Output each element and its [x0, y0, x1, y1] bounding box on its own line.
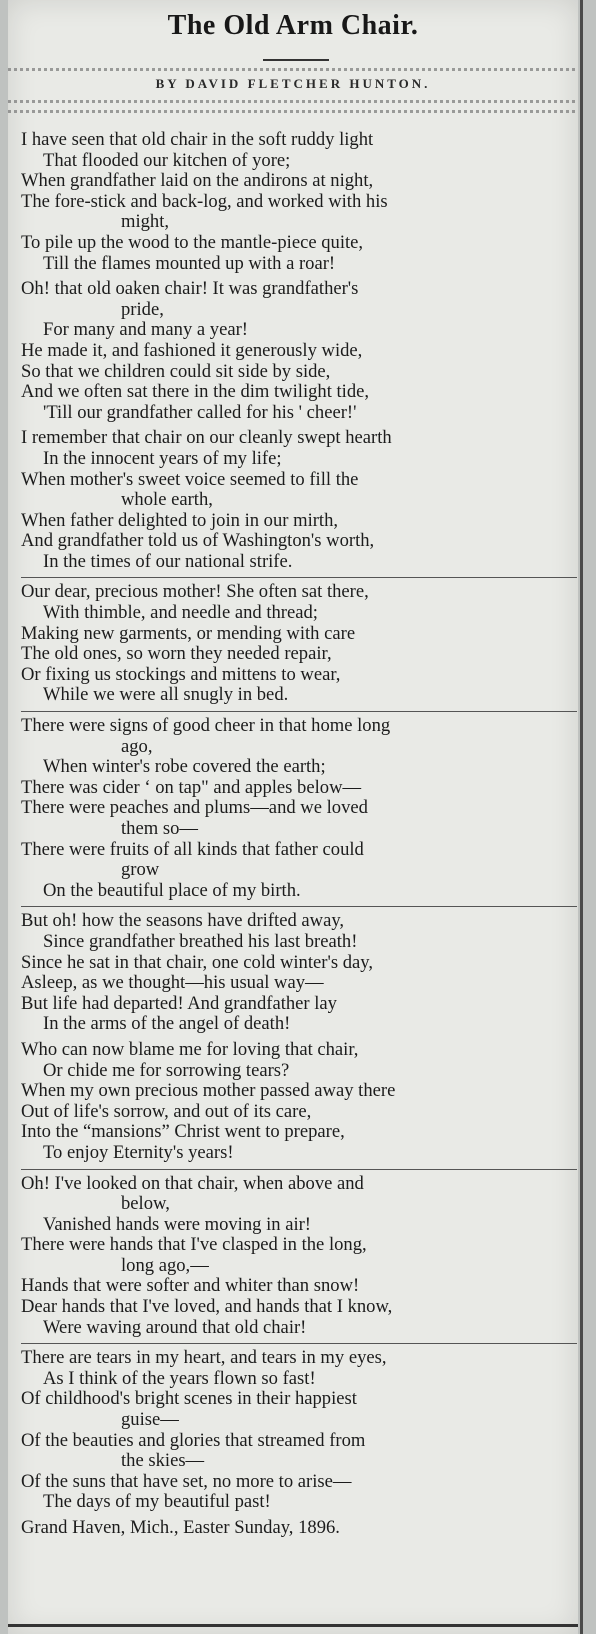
dotted-divider: [8, 68, 578, 71]
poem-line: To pile up the wood to the mantle-piece quite,: [21, 231, 364, 253]
poem-line: Vanished hands were moving in air!: [43, 1213, 311, 1235]
poem-line: But oh! how the seasons have drifted away,: [21, 910, 345, 932]
poem-line: There were signs of good cheer in that home long: [21, 715, 391, 737]
dotted-divider: [8, 110, 578, 113]
poem-line: When my own precious mother passed away there: [21, 1080, 396, 1102]
poem-line: In the innocent years of my life;: [43, 447, 282, 469]
poem-line: There were peaches and plums—and we loved: [21, 797, 368, 819]
poem-line: ago,: [121, 735, 153, 757]
poem-line: Oh! I've looked on that chair, when above and: [21, 1172, 364, 1194]
stanza-rule: [21, 1169, 577, 1170]
poem-line: Making new garments, or mending with care: [21, 622, 356, 644]
poem-line: Dear hands that I've loved, and hands that I know,: [21, 1296, 393, 1318]
poem-line: While we were all snugly in bed.: [43, 684, 289, 706]
poem-line: Of childhood's bright scenes in their happiest: [21, 1388, 357, 1410]
poem-line: 'Till our grandfather called for his ' cheer!': [43, 401, 357, 423]
poem-line: And we often sat there in the dim twilight tide,: [21, 381, 370, 403]
poem-line: In the arms of the angel of death!: [43, 1013, 291, 1035]
stanza: [21, 1348, 577, 1513]
poem-line: The days of my beautiful past!: [43, 1491, 271, 1513]
poem-line: To enjoy Eternity's years!: [43, 1141, 234, 1163]
poem-title: The Old Arm Chair.: [167, 10, 419, 41]
poem-line: On the beautiful place of my birth.: [43, 879, 301, 901]
poem-line: pride,: [121, 298, 164, 320]
poem-line: Till the flames mounted up with a roar!: [43, 252, 336, 274]
poem-line: them so—: [121, 818, 198, 839]
poem-line: He made it, and fashioned it generously wide,: [21, 339, 363, 361]
stanza: [21, 582, 577, 706]
poem-line: The old ones, so worn they needed repair,: [21, 643, 332, 665]
poem-line: Of the suns that have set, no more to arise—: [21, 1470, 352, 1492]
poem-line: long ago,—: [121, 1254, 209, 1276]
column-rule: [580, 0, 583, 1634]
poem-line: Were waving around that old chair!: [43, 1316, 307, 1338]
stanza-rule: [21, 1343, 577, 1344]
poem-body: [21, 130, 577, 1539]
poem-line: below,: [121, 1193, 170, 1215]
poem-line: Since grandfather breathed his last breath!: [43, 930, 358, 952]
poem-line: Of the beauties and glories that streamed from: [21, 1429, 366, 1451]
stanza: [21, 130, 577, 274]
poem-line: Or chide me for sorrowing tears?: [43, 1059, 290, 1081]
poem-line: might,: [121, 211, 170, 233]
poem-line: grow: [121, 859, 160, 881]
poem-line: Oh! that old oaken chair! It was grandfather's: [21, 278, 359, 300]
stanza: [21, 428, 577, 572]
poem-line: There are tears in my heart, and tears in my eyes,: [21, 1347, 387, 1369]
poem-line: When winter's robe covered the earth;: [43, 756, 326, 778]
poem-line: When grandfather laid on the andirons at night,: [21, 170, 374, 192]
poem-line: guise—: [121, 1409, 179, 1431]
poem-line: So that we children could sit side by side,: [21, 360, 331, 382]
poem-line: whole earth,: [121, 489, 213, 511]
bottom-rule: [8, 1624, 578, 1627]
stanza: [21, 716, 577, 901]
poem-line: And grandfather told us of Washington's worth,: [21, 530, 375, 552]
stanza: [21, 279, 577, 423]
stanza: [21, 1040, 577, 1164]
poem-line: With thimble, and needle and thread;: [43, 602, 318, 624]
poem-line: The fore-stick and back-log, and worked with his: [21, 190, 388, 212]
poem-line: There was cider ‘ on tap" and apples below—: [21, 776, 362, 798]
poem-line: For many and many a year!: [43, 319, 248, 341]
poem-line: Into the “mansions” Christ went to prepare,: [21, 1121, 345, 1143]
poem-line: Our dear, precious mother! She often sat there,: [21, 581, 369, 603]
stanza-rule: [21, 906, 577, 907]
poem-line: Hands that were softer and whiter than snow!: [21, 1275, 360, 1297]
poem-line: I have seen that old chair in the soft ruddy light: [21, 129, 374, 150]
stanza: [21, 1174, 577, 1339]
poem-line: There were hands that I've clasped in the long,: [21, 1234, 367, 1256]
poem-line: the skies—: [121, 1450, 205, 1472]
poem-line: When mother's sweet voice seemed to fill the: [21, 468, 359, 490]
poem-line: Since he sat in that chair, one cold winter's day,: [21, 951, 373, 973]
dotted-divider: [8, 100, 578, 103]
poem-line: That flooded our kitchen of yore;: [43, 149, 291, 171]
stanza-rule: [21, 711, 577, 712]
title-rule: [263, 59, 329, 61]
stanza: [21, 911, 577, 1035]
newspaper-clipping: [8, 0, 578, 1634]
byline: BY DAVID FLETCHER HUNTON.: [155, 76, 431, 91]
poem-line: Out of life's sorrow, and out of its care,: [21, 1100, 312, 1122]
poem-line: There were fruits of all kinds that father could: [21, 838, 364, 860]
poem-line: Or fixing us stockings and mittens to wear,: [21, 663, 341, 685]
poem-line: As I think of the years flown so fast!: [43, 1367, 316, 1389]
poem-line: In the times of our national strife.: [43, 550, 293, 572]
poem-line: Who can now blame me for loving that chair,: [21, 1038, 359, 1060]
poem-line: But life had departed! And grandfather lay: [21, 992, 337, 1014]
poem-line: I remember that chair on our cleanly swept hearth: [21, 427, 392, 449]
poem-line: Asleep, as we thought—his usual way—: [21, 972, 324, 994]
signoff: Grand Haven, Mich., Easter Sunday, 1896.: [21, 1517, 340, 1538]
stanza-rule: [21, 577, 577, 578]
poem-line: When father delighted to join in our mirth,: [21, 509, 339, 531]
